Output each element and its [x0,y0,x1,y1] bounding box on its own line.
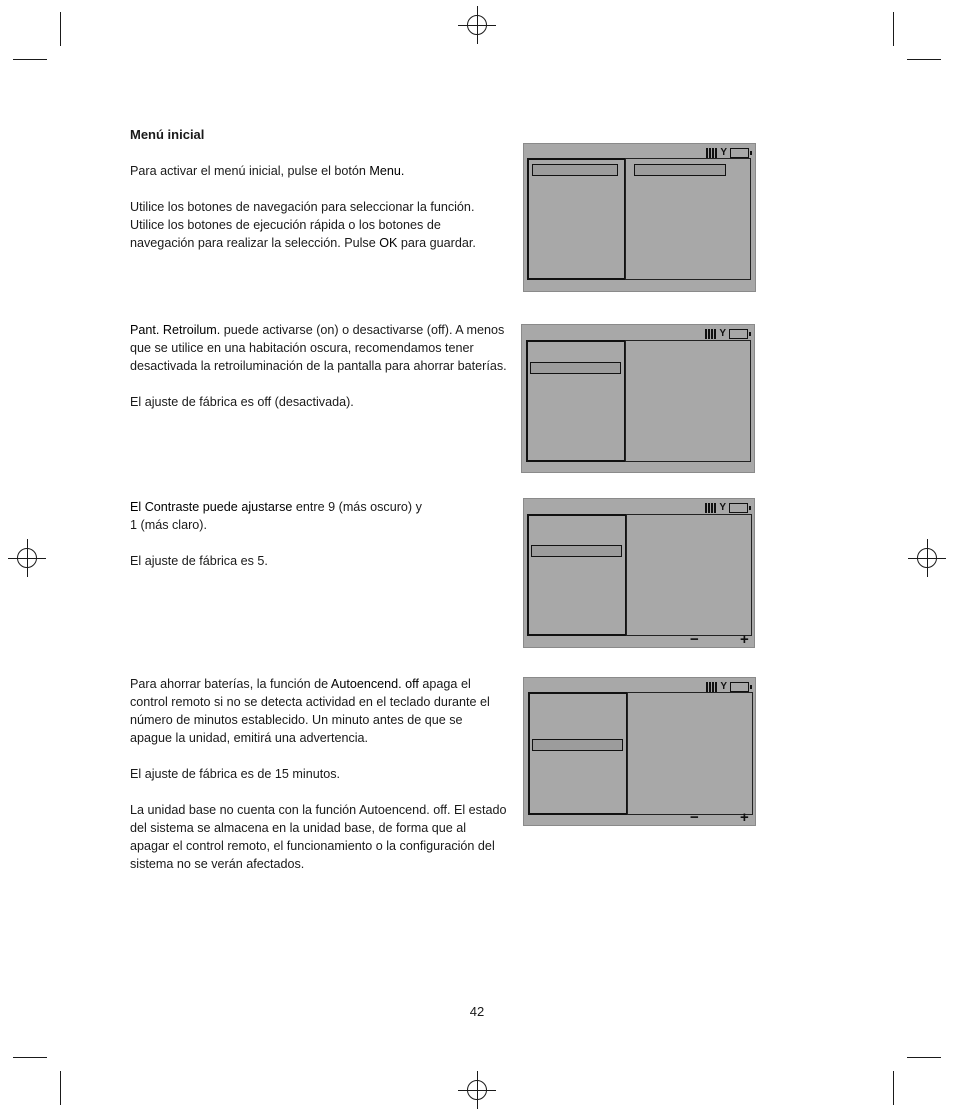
signal-bars-icon [705,503,716,513]
lcd-screen-contrast [523,498,755,648]
antenna-icon: Y [719,327,726,339]
crop-mark [893,12,894,46]
paragraph: El ajuste de fábrica es de 15 minutos. [130,767,341,781]
text: entre 9 (más oscuro) y 1 (más claro). [130,500,422,532]
paragraph: El ajuste de fábrica es 5. [130,554,268,568]
text: para guardar. [397,236,476,250]
menu-right-panel [627,692,753,815]
crop-mark [893,1071,894,1105]
selected-menu-item [531,545,622,557]
paragraph: El ajuste de fábrica es off (desactivada). [130,395,354,409]
section-menu-text [130,162,508,252]
antenna-icon: Y [720,680,727,692]
key-label: Autoencend. off [330,677,419,691]
text: Para activar el menú inicial, pulse el botón [130,164,370,178]
menu-right-panel [625,340,751,462]
text: puede activarse (on) o desactivarse (off). A menos que se utilice en una habitación oscura, recomendamos tener desactivada la retroiluminación de la pantalla para ahorrar baterías. [130,323,507,373]
paragraph [130,498,430,534]
lcd-screen-autooff [523,677,756,826]
menu-left-panel [527,514,627,636]
antenna-icon: Y [719,501,726,513]
paragraph [130,321,508,375]
registration-mark-bottom [458,1071,496,1109]
key-label: El Contraste puede ajustarse [130,500,293,514]
paragraph [130,198,508,252]
minus-icon: − [690,809,699,826]
menu-left-panel [528,692,628,815]
plus-icon: + [740,809,749,826]
crop-mark [60,12,61,46]
status-bar [706,681,749,692]
signal-bars-icon [706,682,717,692]
minus-icon: − [690,631,699,648]
selected-submenu-item [634,164,726,176]
status-bar [705,328,748,339]
section-contrast-text [130,498,430,570]
battery-icon [730,682,749,692]
menu-left-panel [527,158,626,280]
key-label: Pant. Retroilum. [130,323,221,337]
crop-mark [907,59,941,60]
crop-mark [13,59,47,60]
key-label: Menu. [369,164,405,178]
battery-icon [729,503,748,513]
section-autooff-text [130,675,508,873]
text: Utilice los botones de navegación para seleccionar la función. Utilice los botones de ejecución rápida o los botones de navegación para realizar la selección. Pulse [130,200,475,250]
status-bar [706,147,749,158]
registration-mark-right [908,539,946,577]
lcd-screen-menu [523,143,756,292]
crop-mark [13,1057,47,1058]
paragraph: La unidad base no cuenta con la función Autoencend. off. El estado del sistema se almacena en la unidad base, de forma que al apagar el control remoto, el funcionamiento o la configuración del sistema no se verán afectados. [130,803,507,871]
crop-mark [907,1057,941,1058]
text: apaga el control remoto si no se detecta actividad en el teclado durante el número de minutos establecido. Un minuto antes de que se apague la unidad, emitirá una advertencia. [130,677,490,745]
menu-left-panel [526,340,626,462]
lcd-screen-backlight [521,324,755,473]
selected-menu-item [532,164,618,176]
battery-icon [730,148,749,158]
paragraph [130,162,508,180]
signal-bars-icon [705,329,716,339]
battery-icon [729,329,748,339]
crop-mark [60,1071,61,1105]
key-label: OK [379,236,398,250]
antenna-icon: Y [720,146,727,158]
registration-mark-top [458,6,496,44]
paragraph [130,675,508,747]
signal-bars-icon [706,148,717,158]
menu-right-panel [626,514,752,636]
status-bar [705,502,748,513]
page-number: 42 [469,1004,485,1019]
section-backlight-text [130,321,508,411]
selected-menu-item [532,739,623,751]
registration-mark-left [8,539,46,577]
plus-icon: + [740,631,749,648]
menu-right-panel [625,158,751,280]
selected-menu-item [530,362,621,374]
section-heading: Menú inicial [130,127,205,142]
text: Para ahorrar baterías, la función de [130,677,331,691]
